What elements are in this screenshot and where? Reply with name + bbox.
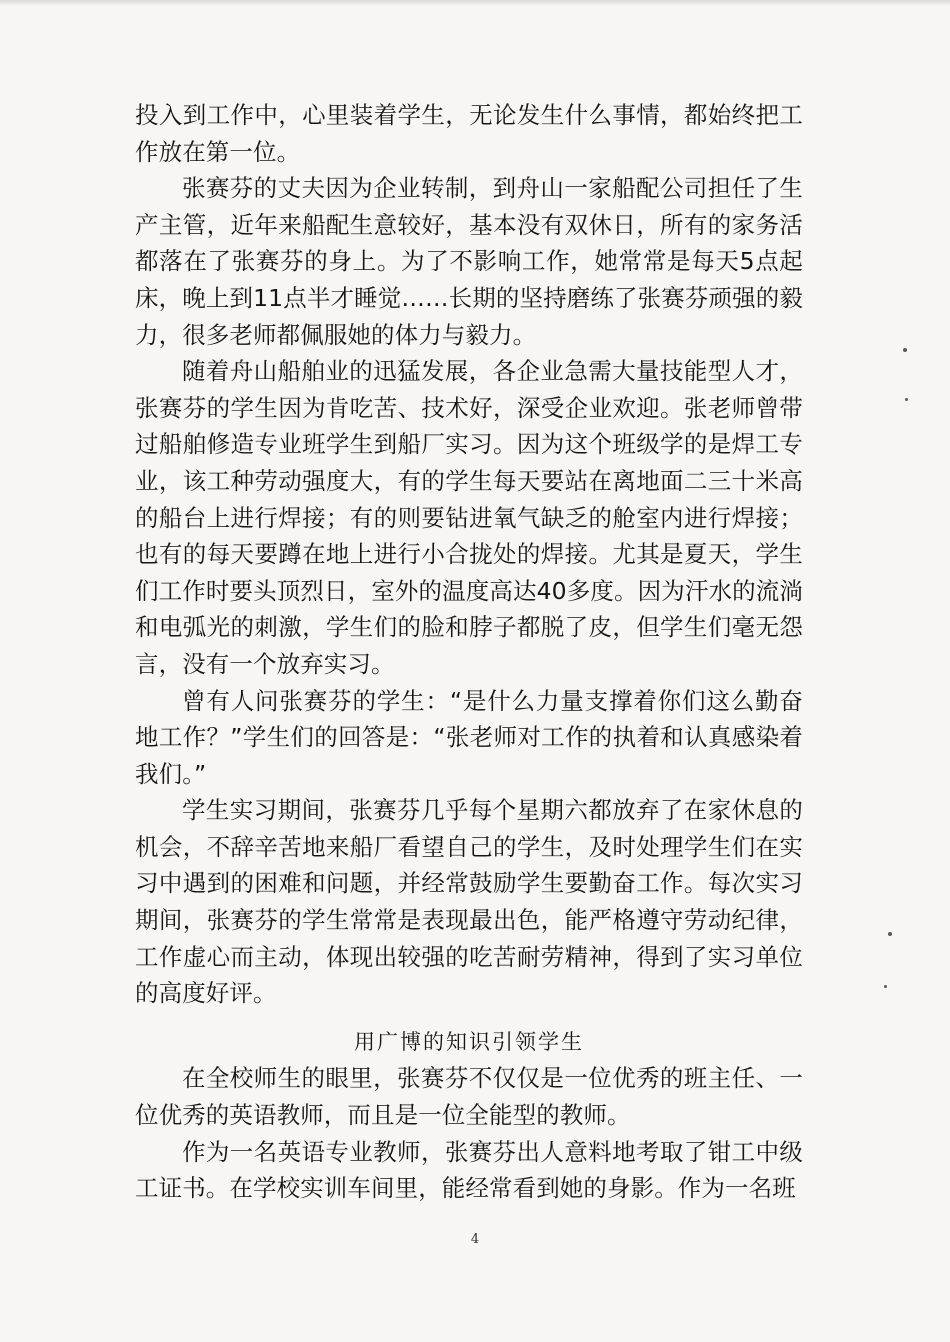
body-text — [135, 97, 803, 1207]
paragraph-2: 张赛芬的丈夫因为企业转制，到舟山一家船配公司担任了生产主管，近年来船配生意较好，基本没有双休日，所有的家务活都落在了张赛芬的身上。为了不影响工作，她常常是每天5点起床，晚上到11点半才睡觉……长期的坚持磨练了张赛芬顽强的毅力，很多老师都佩服她的体力与毅力。 — [135, 174, 803, 349]
scan-speck — [884, 985, 887, 988]
paragraph-1: 投入到工作中，心里装着学生，无论发生什么事情，都始终把工作放在第一位。 — [135, 101, 803, 166]
scan-speck — [903, 348, 907, 352]
section-heading: 用广博的知识引领学生 — [354, 1029, 584, 1054]
scan-speck — [888, 932, 892, 936]
scan-speck — [905, 398, 908, 401]
paragraph-7: 作为一名英语专业教师，张赛芬出人意料地考取了钳工中级工证书。在学校实训车间里，能经常看到她的身影。作为一名班 — [135, 1137, 803, 1203]
page-number: 4 — [470, 1232, 480, 1247]
paragraph-6: 在全校师生的眼里，张赛芬不仅仅是一位优秀的班主任、一位优秀的英语教师，而且是一位全能型的教师。 — [135, 1064, 803, 1130]
paragraph-3: 随着舟山船舶业的迅猛发展，各企业急需大量技能型人才，张赛芬的学生因为肯吃苦、技术好，深受企业欢迎。张老师曾带过船舶修造专业班学生到船厂实习。因为这个班级学的是焊工专业，该工种劳动强度大，有的学生每天要站在离地面二三十米高的船台上进行焊接；有的则要钻进氧气缺乏的舱室内进行焊接；也有的每天要蹲在地上进行小合拢处的焊接。尤其是夏天，学生们工作时要头顶烈日，室外的温度高达40多度。因为汗水的流淌和电弧光的刺激，学生们的脸和脖子都脱了皮，但学生们毫无怨言，没有一个放弃实习。 — [135, 357, 803, 678]
paragraph-5: 学生实习期间，张赛芬几乎每个星期六都放弃了在家休息的机会，不辞辛苦地来船厂看望自己的学生，及时处理学生们在实习中遇到的困难和问题，并经常鼓励学生要勤奋工作。每次实习期间，张赛芬的学生常常是表现最出色，能严格遵守劳动纪律，工作虚心而主动，体现出较强的吃苦耐劳精神，得到了实习单位的高度好评。 — [135, 796, 803, 1008]
scan-top-edge — [0, 0, 950, 6]
paragraph-4: 曾有人问张赛芬的学生：“是什么力量支撑着你们这么勤奋地工作？”学生们的回答是：“张老师对工作的执着和认真感染着我们。” — [135, 686, 803, 788]
